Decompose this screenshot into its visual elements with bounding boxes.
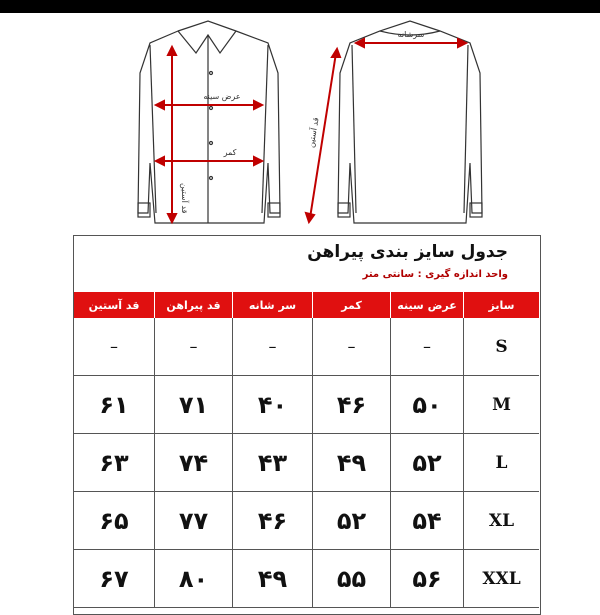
header-waist: کمر [312,292,390,318]
header-chest: عرض سینه [390,292,463,318]
waist-cell: – [312,318,390,376]
shirt-length-cell: ۸۰ [154,550,232,608]
chest-cell: ۵۰ [390,376,463,434]
sleeve-length-cell: – [74,318,154,376]
back-shirt [338,21,482,223]
chest-label: عرض سینه [203,92,241,101]
shirt-length-cell: ۷۴ [154,434,232,492]
table-header-row [74,292,539,318]
header-size: سایز [463,292,539,318]
waist-cell: ۴۹ [312,434,390,492]
sleeve-length-cell: ۶۱ [74,376,154,434]
shirt-length-cell: ۷۷ [154,492,232,550]
waist-label: کمر [223,148,237,157]
front-length-label: قد آستین [180,183,189,214]
waist-cell: ۵۲ [312,492,390,550]
table-subtitle: واحد اندازه گیری : سانتی متر [362,269,508,280]
table-row [74,318,539,376]
sleeve-length-cell: ۶۷ [74,550,154,608]
size-cell: S [463,318,539,376]
chest-cell: – [390,318,463,376]
size-table [74,292,539,608]
shoulder-cell: – [232,318,312,376]
shoulder-cell: ۴۶ [232,492,312,550]
size-table-card [73,235,541,615]
table-row [74,376,539,434]
shoulder-cell: ۴۳ [232,434,312,492]
chest-cell: ۵۴ [390,492,463,550]
table-row [74,434,539,492]
table-row [74,550,539,608]
header-shoulder: سر شانه [232,292,312,318]
shoulder-cell: ۴۹ [232,550,312,608]
shoulder-cell: ۴۰ [232,376,312,434]
size-cell: M [463,376,539,434]
sleeve-length-cell: ۶۳ [74,434,154,492]
size-cell: L [463,434,539,492]
back-length-label: قد آستین [306,116,321,149]
table-row [74,492,539,550]
shirt-length-cell: ۷۱ [154,376,232,434]
size-cell: XL [463,492,539,550]
shoulder-label: سرشانه [397,30,425,39]
waist-cell: ۴۶ [312,376,390,434]
waist-cell: ۵۵ [312,550,390,608]
size-cell: XXL [463,550,539,608]
shirt-length-cell: – [154,318,232,376]
table-title: جدول سایز بندی پیراهن [307,242,508,262]
sleeve-length-cell: ۶۵ [74,492,154,550]
chest-cell: ۵۲ [390,434,463,492]
shirt-illustration [0,13,600,235]
header-sleeve-length: قد آستین [74,292,154,318]
top-bar [0,0,600,13]
header-shirt-length: قد پیراهن [154,292,232,318]
chest-cell: ۵۶ [390,550,463,608]
front-shirt [138,21,280,223]
